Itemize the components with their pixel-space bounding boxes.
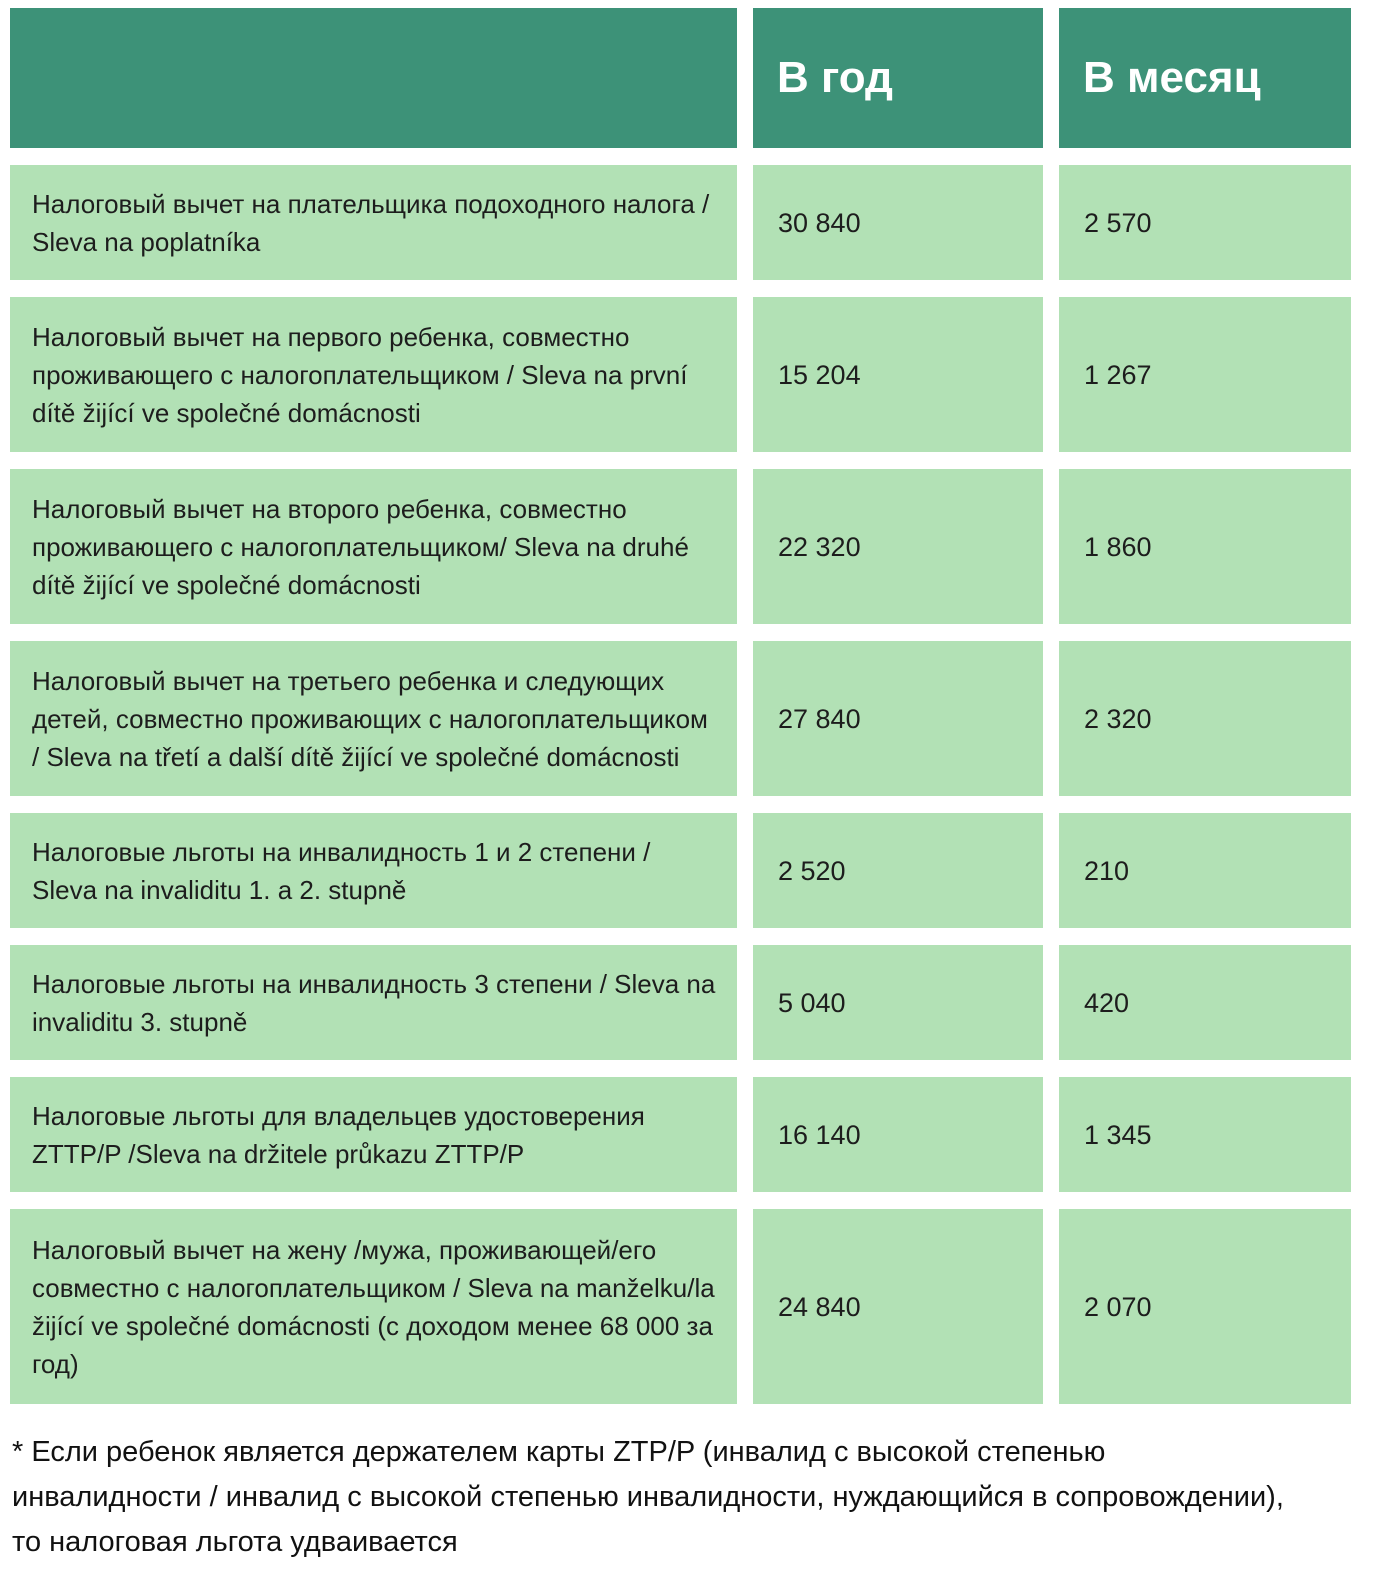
row-year-cell: 30 840 <box>753 165 1043 280</box>
row-month-cell: 1 267 <box>1059 297 1351 452</box>
row-label-cell: Налоговый вычет на второго ребенка, совместно проживающего с налогоплательщиком/ Sleva na druhé dítě žijící ve společné domácnosti <box>10 469 737 624</box>
header-month-cell: В месяц <box>1059 8 1351 148</box>
row-label-cell: Налоговые льготы на инвалидность 1 и 2 степени / Sleva na invaliditu 1. a 2. stupně <box>10 813 737 928</box>
row-label-cell: Налоговый вычет на жену /мужа, проживающей/его совместно с налогоплательщиком / Sleva na manželku/la žijící ve společné domácnosti (с доходом менее 68 000 за год) <box>10 1209 737 1404</box>
row-year-cell: 5 040 <box>753 945 1043 1060</box>
row-year-cell: 15 204 <box>753 297 1043 452</box>
row-label-cell: Налоговые льготы для владельцев удостоверения ZTTP/P /Sleva na držitele průkazu ZTTP/P <box>10 1077 737 1192</box>
row-month-cell: 2 320 <box>1059 641 1351 796</box>
row-year-cell: 27 840 <box>753 641 1043 796</box>
footnote-line: * Если ребенок является держателем карты ZTP/P (инвалид с высокой степенью <box>12 1436 1106 1468</box>
row-month-cell: 420 <box>1059 945 1351 1060</box>
row-month-cell: 210 <box>1059 813 1351 928</box>
header-year-cell: В год <box>753 8 1043 148</box>
row-year-cell: 2 520 <box>753 813 1043 928</box>
footnote-line: то налоговая льгота удваивается <box>12 1526 458 1558</box>
row-year-cell: 24 840 <box>753 1209 1043 1404</box>
header-empty-cell <box>10 8 737 148</box>
row-year-cell: 22 320 <box>753 469 1043 624</box>
footnote <box>0 1404 1375 1565</box>
row-month-cell: 1 860 <box>1059 469 1351 624</box>
row-month-cell: 1 345 <box>1059 1077 1351 1192</box>
footnote-line: инвалидности / инвалид с высокой степенью инвалидности, нуждающийся в сопровождении), <box>12 1481 1284 1513</box>
row-label-cell: Налоговый вычет на плательщика подоходного налога / Sleva na poplatníka <box>10 165 737 280</box>
row-year-cell: 16 140 <box>753 1077 1043 1192</box>
row-label-cell: Налоговый вычет на первого ребенка, совместно проживающего с налогоплательщиком / Sleva na první dítě žijící ve společné domácnosti <box>10 297 737 452</box>
row-month-cell: 2 070 <box>1059 1209 1351 1404</box>
row-label-cell: Налоговые льготы на инвалидность 3 степени / Sleva na invaliditu 3. stupně <box>10 945 737 1060</box>
row-month-cell: 2 570 <box>1059 165 1351 280</box>
row-label-cell: Налоговый вычет на третьего ребенка и следующих детей, совместно проживающих с налогоплательщиком / Sleva na třetí a další dítě žijící ve společné domácnosti <box>10 641 737 796</box>
